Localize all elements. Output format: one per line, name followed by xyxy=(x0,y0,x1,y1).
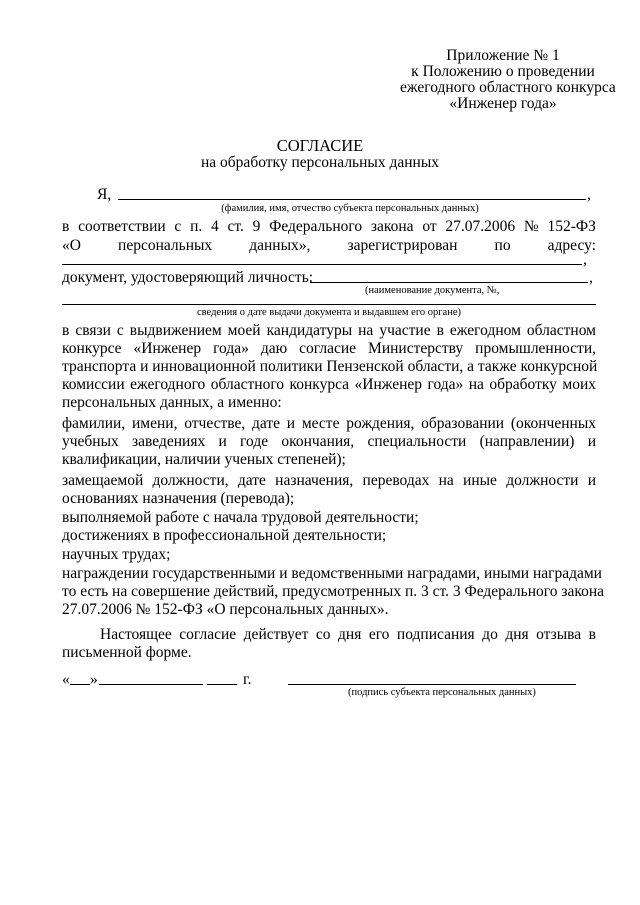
validity-text-line: Настоящее согласие действует со дня его подписания до дня отзыва в xyxy=(100,626,596,643)
appendix-line-3: ежегодного областного конкурса xyxy=(400,79,616,96)
name-hint: (фамилия, имя, отчество субъекта персональных данных) xyxy=(221,203,479,214)
data-item-work: выполняемой работе с начала трудовой деятельности; xyxy=(62,509,419,526)
law-reference-line: в соответствии с п. 4 ст. 9 Федерального закона от 27.07.2006 № 152-ФЗ xyxy=(62,218,596,235)
name-field-line[interactable] xyxy=(118,199,586,200)
appendix-line-2: к Положению о проведении xyxy=(411,63,595,80)
issue-hint: сведения о дате выдачи документа и выдавшем его органе) xyxy=(196,307,461,318)
name-field-comma: , xyxy=(587,186,591,203)
document-hint: (наименование документа, №, xyxy=(365,285,500,296)
data-item-awards: награждении государственными и ведомственными наградами, иными наградами xyxy=(62,565,602,582)
signature-field-line[interactable] xyxy=(288,684,576,685)
document-subtitle: на обработку персональных данных xyxy=(201,154,439,171)
i-label: Я, xyxy=(97,186,112,203)
consent-text-line: транспорта и инновационной политики Пензенской области, а также конкурсной xyxy=(62,358,598,375)
data-item-personal: фамилии, имени, отчестве, дате и месте рождения, образовании (оконченных xyxy=(62,415,596,432)
date-year-field[interactable] xyxy=(207,684,237,685)
date-quote-close: » xyxy=(90,671,98,688)
issue-field-line[interactable] xyxy=(62,304,596,305)
data-item-position: основаниях назначения (перевода); xyxy=(62,490,295,507)
data-item-personal: учебных заведениях и годе окончания, специальности (направлении) и xyxy=(62,433,596,450)
data-item-awards: то есть на совершение действий, предусмотренных п. 3 ст. 3 Федерального закона xyxy=(62,583,605,600)
consent-text-line: персональных данных, а именно: xyxy=(62,394,282,411)
consent-text-line: комиссии ежегодного областного конкурса «Инженер года» на обработку моих xyxy=(62,376,596,393)
address-field-line[interactable] xyxy=(62,264,582,265)
appendix-number: Приложение № 1 xyxy=(446,47,560,64)
address-field-comma: , xyxy=(583,251,587,268)
consent-text-line: в связи с выдвижением моей кандидатуры на участие в ежегодном областном xyxy=(62,322,596,339)
date-day-field[interactable] xyxy=(70,684,90,685)
appendix-line-4: «Инженер года» xyxy=(449,95,557,112)
document-field-comma: , xyxy=(589,269,593,286)
data-item-research: научных трудах; xyxy=(62,546,171,563)
signature-hint: (подпись субъекта персональных данных) xyxy=(348,687,536,698)
data-item-achievements: достижениях в профессиональной деятельности; xyxy=(62,527,387,544)
validity-text-line: письменной форме. xyxy=(62,644,192,661)
data-item-personal: квалификации, наличии ученых степеней); xyxy=(62,451,346,468)
document-field-line[interactable] xyxy=(310,282,588,283)
document-label: документ, удостоверяющий личность: xyxy=(62,269,314,286)
data-item-awards: 27.07.2006 № 152-ФЗ «О персональных данных». xyxy=(62,601,389,618)
address-line: «О персональных данных», зарегистрирован по адресу: xyxy=(62,237,596,254)
consent-text-line: конкурсе «Инженер года» даю согласие Министерству промышленности, xyxy=(62,340,596,357)
data-item-position: замещаемой должности, дате назначения, переводах на иные должности и xyxy=(62,472,596,489)
document-title: СОГЛАСИЕ xyxy=(276,136,364,155)
date-quote-open: « xyxy=(62,671,70,688)
date-month-field[interactable] xyxy=(99,684,203,685)
date-year-suffix: г. xyxy=(243,671,252,688)
